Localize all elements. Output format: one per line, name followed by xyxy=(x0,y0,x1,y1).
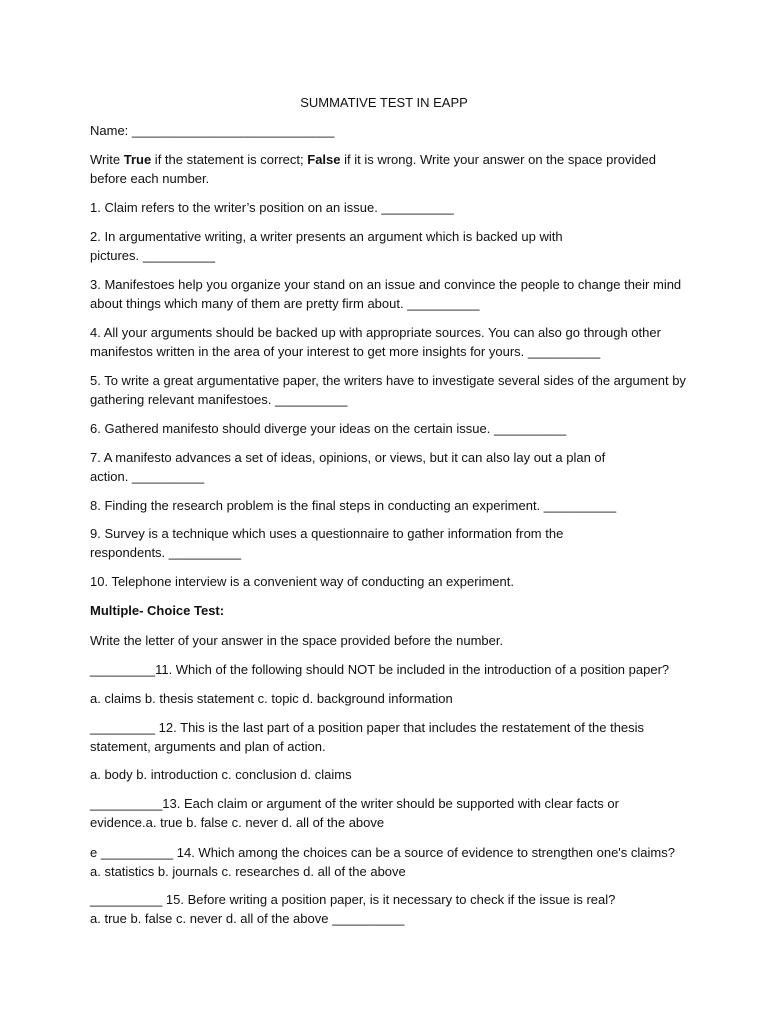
tf-item-10 xyxy=(90,572,686,591)
tf-item-8-line1: 8. Finding the research problem is the final steps in conducting an experiment. __________ xyxy=(90,498,617,513)
mc-line-2-line1: a. claims b. thesis statement c. topic d. background information xyxy=(90,691,453,706)
tf-item-4 xyxy=(90,323,686,361)
tf-item-9-line2: respondents. __________ xyxy=(90,545,242,560)
tf-item-1 xyxy=(90,198,686,217)
mc-line-5-line2: evidence.a. true b. false c. never d. all of the above xyxy=(90,815,385,830)
instr-false-word: False xyxy=(307,152,341,167)
mc-line-3-line1: _________ 12. This is the last part of a position paper that includes the restatement of the thesis xyxy=(90,720,645,735)
tf-item-3 xyxy=(90,275,686,313)
tf-item-4-line1: 4. All your arguments should be backed up with appropriate sources. You can also go through other xyxy=(90,325,661,340)
tf-item-5 xyxy=(90,371,686,409)
tf-item-2-line2: pictures. __________ xyxy=(90,248,216,263)
mc-line-5-line1: __________13. Each claim or argument of the writer should be supported with clear facts or xyxy=(90,796,619,811)
tf-item-2 xyxy=(90,227,686,265)
tf-item-5-line2: gathering relevant manifestoes. __________ xyxy=(90,392,348,407)
tf-item-8 xyxy=(90,496,686,515)
tf-item-5-line1: 5. To write a great argumentative paper, the writers have to investigate several sides of the argument by xyxy=(90,373,686,388)
mc-line-5 xyxy=(90,794,686,832)
tf-item-9 xyxy=(90,524,686,562)
instr-post: if it is wrong. Write your answer on the space provided before each number. xyxy=(90,152,657,186)
mc-line-4-line1: a. body b. introduction c. conclusion d. claims xyxy=(90,767,352,782)
tf-item-6-line1: 6. Gathered manifesto should diverge your ideas on the certain issue. __________ xyxy=(90,421,567,436)
mc-line-7-line1: __________ 15. Before writing a position paper, is it necessary to check if the issue is real? xyxy=(90,892,616,907)
tf-item-3-line1: 3. Manifestoes help you organize your stand on an issue and convince the people to change their mind xyxy=(90,277,682,292)
mc-line-3-line2: statement, arguments and plan of action. xyxy=(90,739,326,754)
instructions-true-false xyxy=(90,150,686,188)
instr-true-word: True xyxy=(123,152,152,167)
mc-heading xyxy=(90,601,686,620)
tf-item-1-line1: 1. Claim refers to the writer’s position on an issue. __________ xyxy=(90,200,454,215)
mc-instructions: Write the letter of your answer in the space provided before the number. xyxy=(90,633,504,648)
tf-item-3-line2: about things which many of them are pretty firm about. __________ xyxy=(90,296,480,311)
mc-line-2 xyxy=(90,689,686,708)
mc-line-1 xyxy=(90,660,686,679)
tf-item-4-line2: manifestos written in the area of your interest to get more insights for yours. __________ xyxy=(90,344,601,359)
tf-item-7-line1: 7. A manifesto advances a set of ideas, opinions, or views, but it can also lay out a plan of xyxy=(90,450,606,465)
mc-line-3 xyxy=(90,718,686,756)
instr-pre: Write xyxy=(90,152,124,167)
mc-line-1-line1: _________11. Which of the following should NOT be included in the introduction of a position paper? xyxy=(90,662,670,677)
mc-line-4 xyxy=(90,765,686,784)
tf-item-7-line2: action. __________ xyxy=(90,469,205,484)
mc-line-7 xyxy=(90,890,686,928)
name-line: Name: ____________________________ xyxy=(90,123,335,138)
tf-item-10-line1: 10. Telephone interview is a convenient way of conducting an experiment. xyxy=(90,574,514,589)
mc-line-7-line2: a. true b. false c. never d. all of the above __________ xyxy=(90,911,405,926)
mc-heading-text: Multiple- Choice Test: xyxy=(90,603,225,618)
tf-item-9-line1: 9. Survey is a technique which uses a questionnaire to gather information from the xyxy=(90,526,564,541)
tf-item-7 xyxy=(90,448,686,486)
instr-mid: if the statement is correct; xyxy=(151,152,308,167)
tf-item-2-line1: 2. In argumentative writing, a writer presents an argument which is backed up with xyxy=(90,229,563,244)
page-title: SUMMATIVE TEST IN EAPP xyxy=(300,95,468,110)
mc-line-6-line1: e __________ 14. Which among the choices can be a source of evidence to strengthen one's claims? xyxy=(90,845,675,860)
tf-item-6 xyxy=(90,419,686,438)
mc-line-6 xyxy=(90,843,686,881)
mc-line-6-line2: a. statistics b. journals c. researches d. all of the above xyxy=(90,864,406,879)
